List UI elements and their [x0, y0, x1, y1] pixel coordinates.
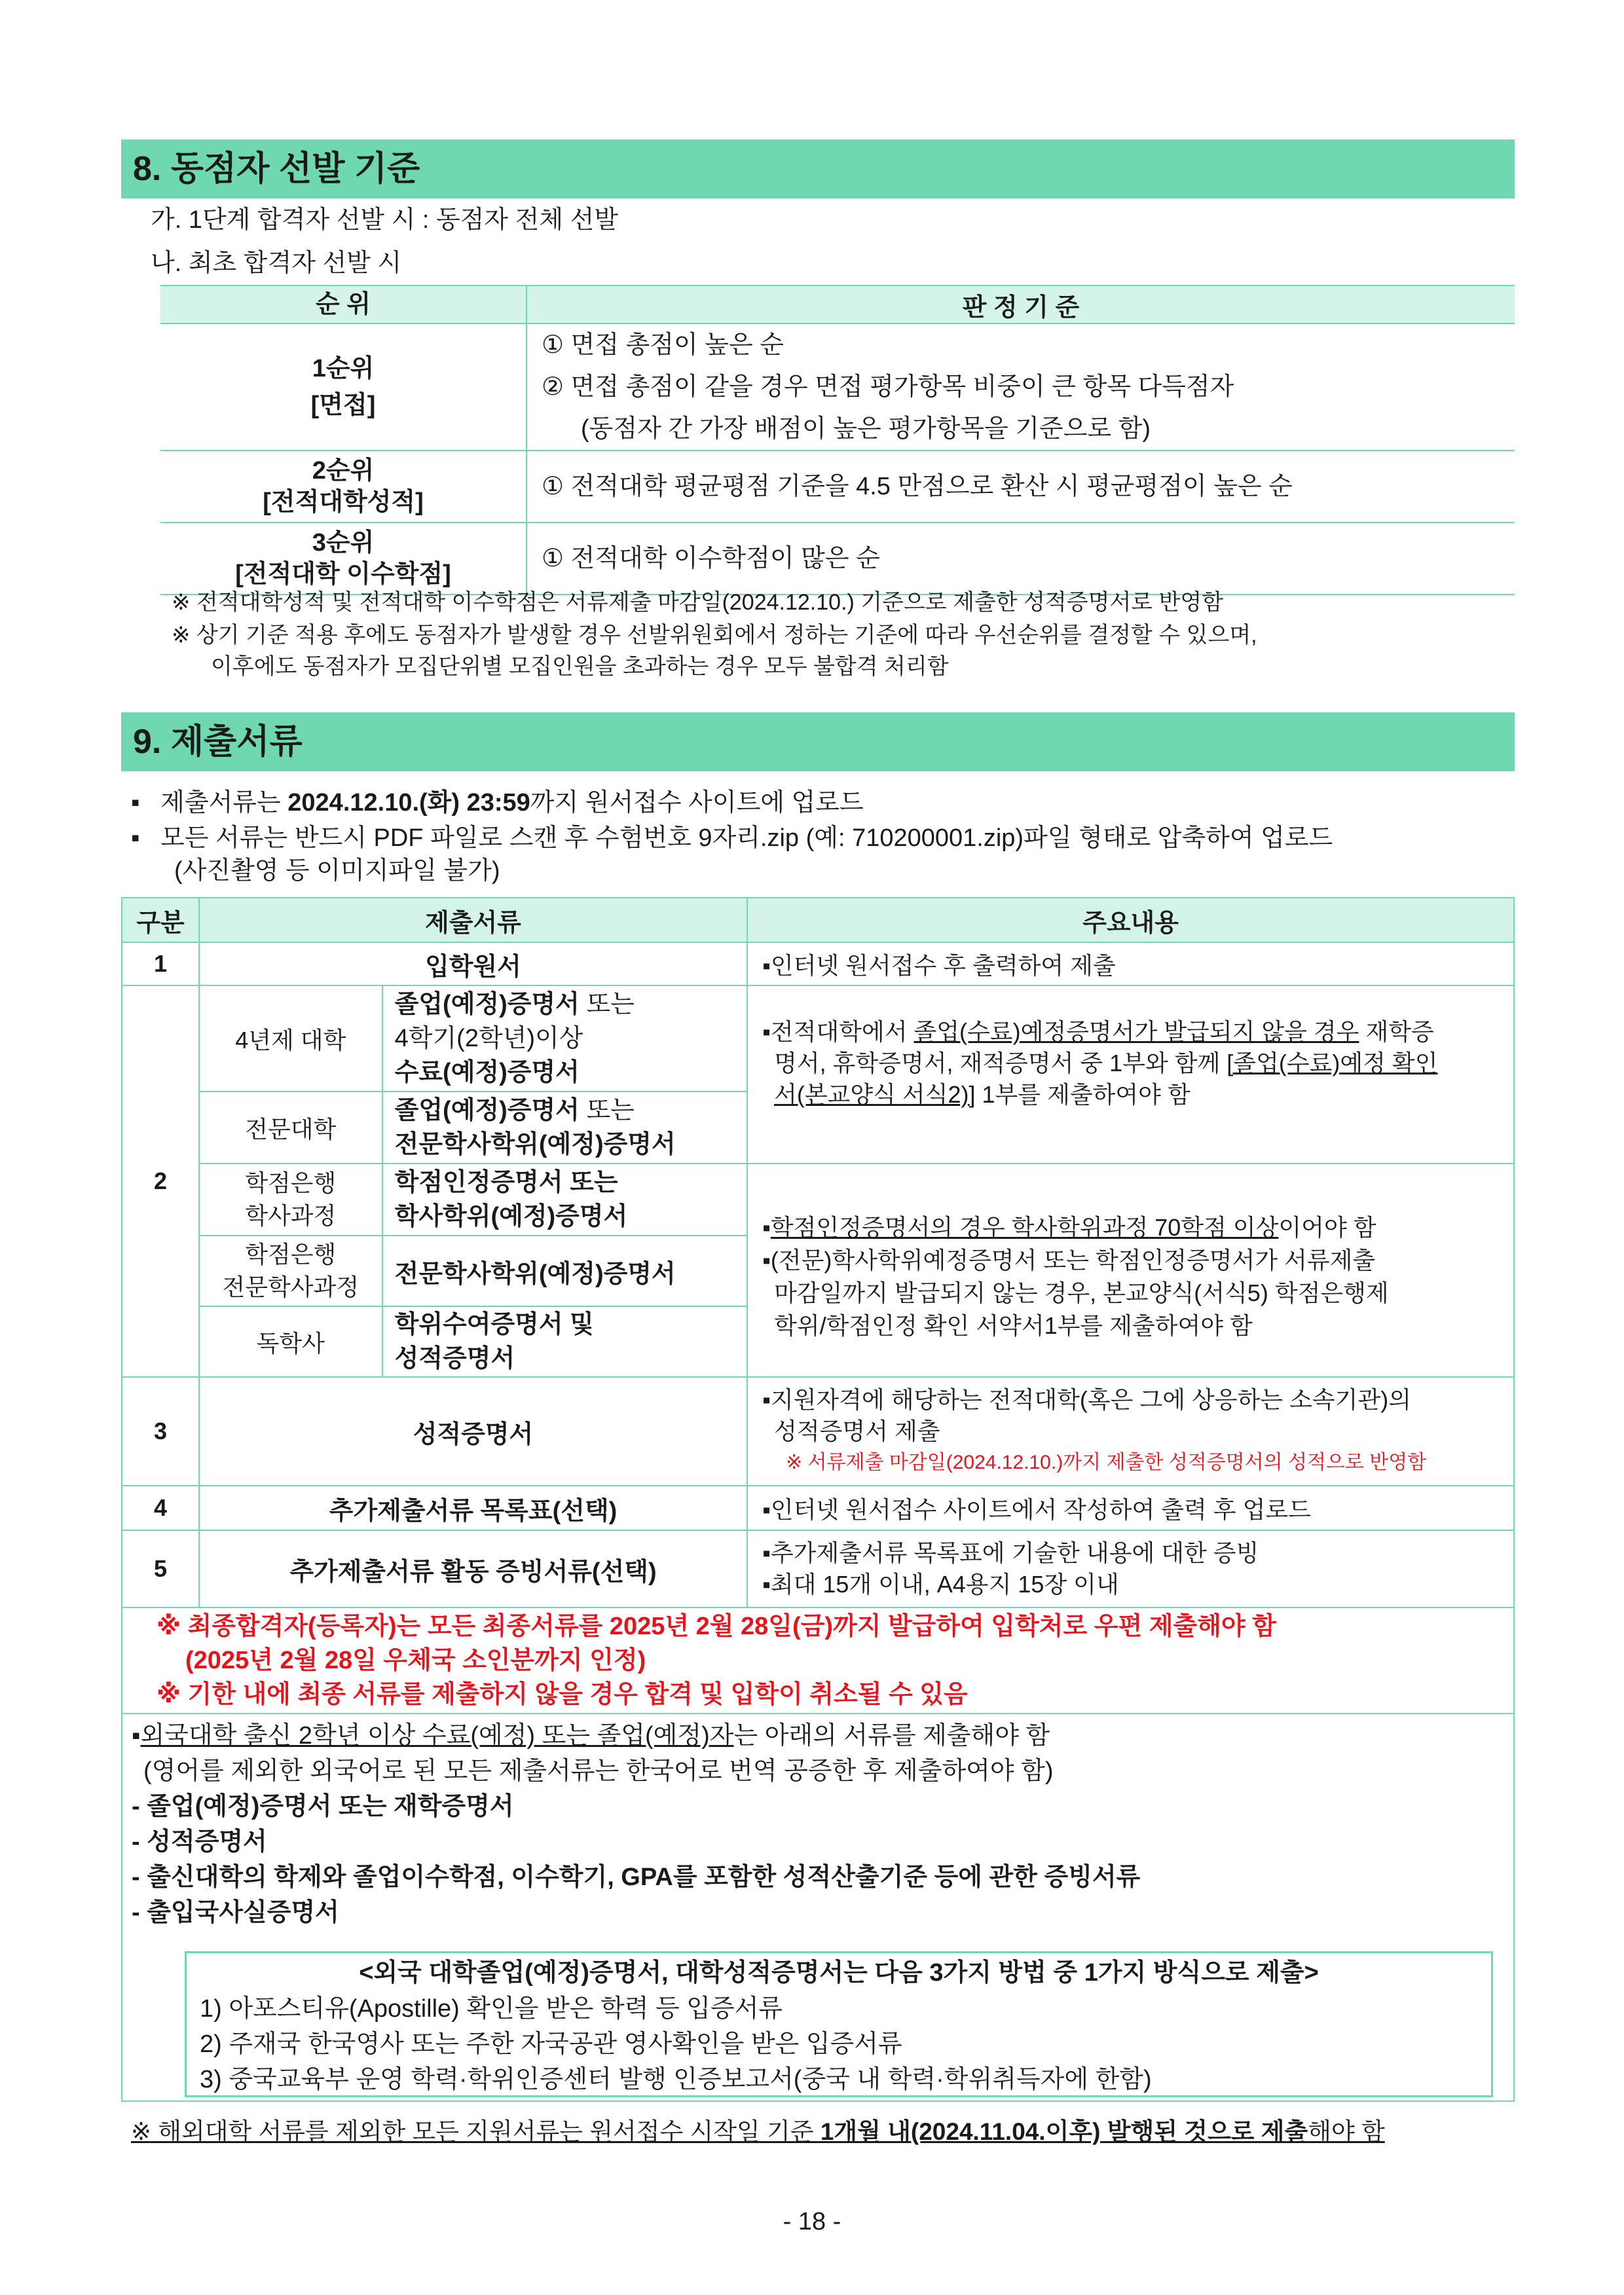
col-header-docs: 제출서류 — [199, 898, 747, 942]
doc-content: ▪전적대학에서 졸업(수료)예정증명서가 발급되지 않을 경우 재학증 — [762, 1018, 1434, 1045]
doc-name: 입학원서 — [199, 942, 747, 985]
foreign-methods-box — [185, 1951, 1493, 2097]
school-type: 독학사 — [199, 1306, 382, 1377]
foreign-doc: - 출입국사실증명서 — [132, 1899, 339, 1926]
section-9-title: 9. 제출서류 — [121, 712, 1515, 771]
page-number: - 18 - — [783, 2208, 841, 2235]
doc-content: ▪추가제출서류 목록표에 기술한 내용에 대한 증빙 — [762, 1539, 1259, 1566]
rank-label: 3순위 — [312, 529, 375, 557]
foreign-doc: - 졸업(예정)증명서 또는 재학증명서 — [132, 1793, 514, 1820]
criteria-text: ① 전적대학 이수학점이 많은 순 — [542, 545, 880, 572]
bullet-2-cont: (사진촬영 등 이미지파일 불가) — [174, 857, 500, 885]
doc-content: 성적증명서 제출 — [774, 1418, 940, 1444]
doc-content: ▪최대 15개 이내, A4용지 15장 이내 — [762, 1571, 1119, 1598]
foreign-doc: - 출신대학의 학제와 졸업이수학점, 이수학기, GPA를 포함한 성적산출기준 등에 관한 증빙서류 — [132, 1864, 1141, 1891]
box-item: 1) 아포스티유(Apostille) 확인을 받은 학력 등 입증서류 — [200, 1995, 783, 2023]
doc-content: 마감일까지 발급되지 않는 경우, 본교양식(서식5) 학점은행제 — [774, 1279, 1389, 1306]
doc-name: 전문학사학위(예정)증명서 — [394, 1131, 676, 1158]
bullet-1-text-post: 까지 원서접수 사이트에 업로드 — [530, 789, 864, 817]
box-item: 3) 중국교육부 운영 학력·학위인증센터 발행 인증보고서(중국 내 학력·학위취득자에 한함) — [200, 2066, 1152, 2093]
bullet-1-text: 제출서류는 — [160, 789, 288, 817]
doc-name: 성적증명서 — [394, 1345, 515, 1372]
doc-content: 명서, 휴학증명서, 재적증명서 중 1부와 함께 [졸업(수료)예정 확인 — [774, 1050, 1438, 1076]
foreign-doc: - 성적증명서 — [132, 1828, 267, 1856]
rank-label: 1순위 — [312, 355, 375, 382]
doc-content: 학위/학점인정 확인 서약서1부를 제출하여야 함 — [774, 1312, 1253, 1339]
doc-name: 학사학위(예정)증명서 — [394, 1203, 628, 1230]
row-number: 3 — [122, 1377, 199, 1486]
col-header-criteria: 판 정 기 준 — [526, 285, 1515, 323]
doc-name: 졸업(예정)증명서 — [394, 1097, 580, 1124]
row-number: 4 — [122, 1486, 199, 1530]
doc-or: 또는 — [579, 1097, 635, 1124]
rank-sub-label: [전적대학 이수학점] — [235, 560, 451, 588]
final-footnote-post: 해야 함 — [1308, 2118, 1385, 2145]
deadline-text: 2024.12.10.(화) 23:59 — [287, 789, 530, 817]
criteria-text: ② 면접 총점이 같을 경우 면접 평가항목 비중이 큰 항목 다득점자 — [542, 373, 1234, 401]
final-footnote — [131, 2116, 1385, 2148]
doc-name: 성적증명서 — [199, 1377, 747, 1486]
table-row — [122, 1377, 1514, 1486]
school-type: 학사과정 — [245, 1202, 337, 1229]
bullet-1 — [131, 787, 864, 818]
sec8-line-b: 나. 최초 합격자 선발 시 — [151, 249, 402, 277]
final-notice: ※ 기한 내에 최종 서류를 제출하지 않을 경우 합격 및 입학이 취소될 수 있음 — [157, 1681, 968, 1708]
table-row — [160, 450, 1515, 523]
box-item: 2) 주재국 한국영사 또는 주한 자국공관 영사확인을 받은 입증서류 — [200, 2030, 902, 2058]
sec8-note-3: 이후에도 동점자가 모집단위별 모집인원을 초과하는 경우 모두 불합격 처리함 — [211, 654, 949, 679]
final-footnote-bold: 1개월 내(2024.11.04.이후) 발행된 것으로 제출 — [820, 2118, 1308, 2145]
table-row — [160, 523, 1515, 595]
sec8-line-a: 가. 1단계 합격자 선발 시 : 동점자 전체 선발 — [151, 206, 619, 234]
doc-content: 서(본교양식 서식2)] 1부를 제출하여야 함 — [774, 1081, 1190, 1108]
section-8-title: 8. 동점자 선발 기준 — [121, 139, 1515, 198]
final-notice: ※ 최종합격자(등록자)는 모든 최종서류를 2025년 2월 28일(금)까지 발급하여 입학처로 우편 제출해야 함 — [157, 1613, 1276, 1640]
doc-content: ▪(전문)학사학위예정증명서 또는 학점인정증명서가 서류제출 — [762, 1247, 1376, 1274]
doc-content-note: ※ 서류제출 마감일(2024.12.10.)까지 제출한 성적증명서의 성적으로 반영함 — [786, 1452, 1427, 1473]
criteria-text: ① 전적대학 평균평점 기준을 4.5 만점으로 환산 시 평균평점이 높은 순 — [542, 473, 1293, 500]
row-number: 2 — [122, 985, 199, 1377]
table-row — [122, 1486, 1514, 1530]
box-title: <외국 대학졸업(예정)증명서, 대학성적증명서는 다음 3가지 방법 중 1가지 방식으로 제출> — [359, 1959, 1319, 1987]
bullet-icon: ▪ — [131, 789, 140, 817]
bullet-2-text: 모든 서류는 반드시 PDF 파일로 스캔 후 수험번호 9자리.zip (예: 710200001.zip)파일 형태로 압축하여 업로드 — [160, 824, 1333, 852]
doc-content: ▪인터넷 원서접수 후 출력하여 제출 — [747, 942, 1514, 985]
doc-content: ▪지원자격에 해당하는 전적대학(혹은 그에 상응하는 소속기관)의 — [762, 1386, 1411, 1413]
school-type: 학점은행 — [245, 1169, 337, 1196]
doc-or: 또는 — [579, 991, 635, 1018]
col-header-gubun: 구분 — [122, 898, 199, 942]
doc-name: 졸업(예정)증명서 — [394, 991, 580, 1018]
table-row — [122, 1530, 1514, 1607]
notice-row — [122, 1607, 1514, 1714]
doc-name: 학위수여증명서 및 — [394, 1311, 594, 1338]
rank-sub-label: [전적대학성적] — [263, 488, 424, 516]
doc-name: 추가제출서류 목록표(선택) — [199, 1486, 747, 1530]
doc-name: 4학기(2학년)이상 — [394, 1025, 583, 1052]
school-type: 전문학사과정 — [222, 1274, 360, 1300]
documents-table — [121, 897, 1515, 2102]
row-number: 5 — [122, 1530, 199, 1607]
rank-label: 2순위 — [312, 457, 375, 485]
school-type: 전문대학 — [199, 1092, 382, 1164]
sec8-note-1: ※ 전적대학성적 및 전적대학 이수학점은 서류제출 마감일(2024.12.10.) 기준으로 제출한 성적증명서로 반영함 — [172, 590, 1224, 615]
row-number: 1 — [122, 942, 199, 985]
foreign-text: ▪외국대학 출신 2학년 이상 수료(예정) 또는 졸업(예정)자는 아래의 서류를 제출해야 함 — [132, 1722, 1050, 1750]
doc-name: 전문학사학위(예정)증명서 — [382, 1236, 747, 1306]
doc-name: 학점인정증명서 또는 — [394, 1169, 618, 1196]
doc-content: ▪학점인정증명서의 경우 학사학위과정 70학점 이상이어야 함 — [762, 1214, 1376, 1241]
sec8-note-2: ※ 상기 기준 적용 후에도 동점자가 발생할 경우 선발위원회에서 정하는 기준에 따라 우선순위를 결정할 수 있으며, — [172, 623, 1257, 648]
bullet-icon: ▪ — [131, 824, 140, 852]
school-type: 학점은행 — [245, 1241, 337, 1268]
criteria-text: (동점자 간 가장 배점이 높은 평가항목을 기준으로 함) — [581, 415, 1151, 443]
school-type: 4년제 대학 — [199, 985, 382, 1092]
table-row — [122, 942, 1514, 985]
col-header-content: 주요내용 — [747, 898, 1514, 942]
rank-sub-label: [면접] — [310, 392, 376, 419]
col-header-rank: 순 위 — [160, 285, 526, 323]
table-row — [122, 1164, 1514, 1236]
table-row — [122, 985, 1514, 1092]
doc-name: 추가제출서류 활동 증빙서류(선택) — [199, 1530, 747, 1607]
final-footnote-pre: ※ 해외대학 서류를 제외한 모든 지원서류는 원서접수 시작일 기준 — [131, 2118, 821, 2145]
table-row — [160, 323, 1515, 450]
final-notice: (2025년 2월 28일 우체국 소인분까지 인정) — [185, 1647, 646, 1674]
bullet-2 — [131, 822, 1333, 854]
doc-name: 수료(예정)증명서 — [394, 1059, 580, 1086]
criteria-text: ① 면접 총점이 높은 순 — [542, 331, 784, 359]
doc-content: ▪인터넷 원서접수 사이트에서 작성하여 출력 후 업로드 — [747, 1486, 1514, 1530]
tiebreak-table — [160, 285, 1515, 595]
foreign-text: (영어를 제외한 외국어로 된 모든 제출서류는 한국어로 번역 공증한 후 제출하여야 함) — [143, 1757, 1054, 1785]
